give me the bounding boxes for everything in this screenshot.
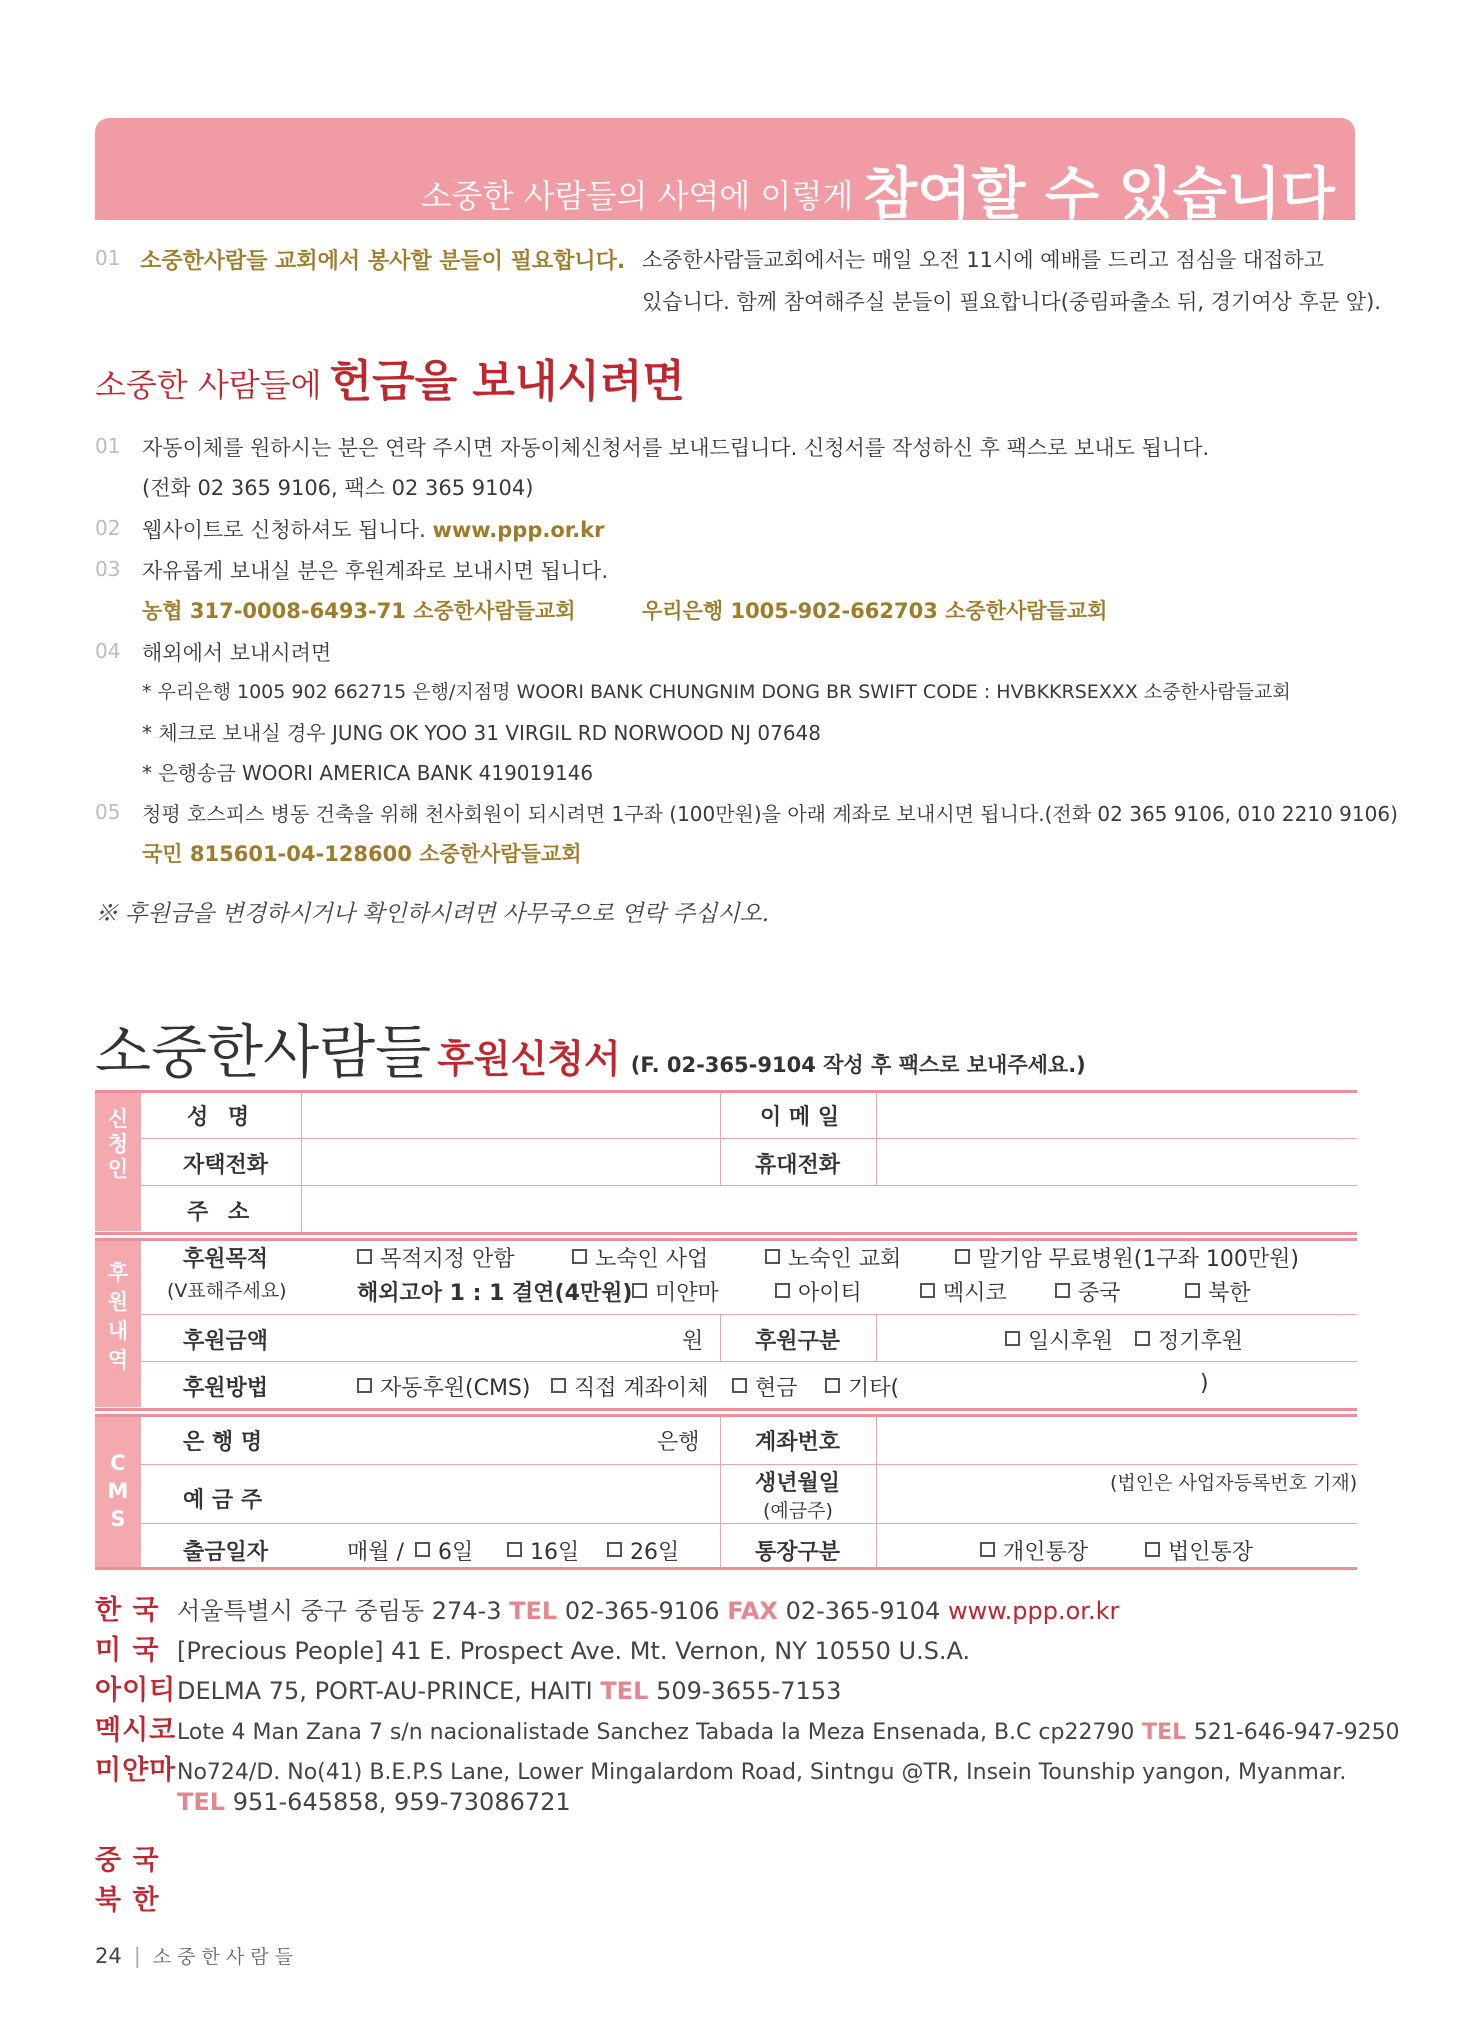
withdrawal-date-label: 출금일자 <box>183 1540 269 1565</box>
checkbox-icon <box>825 1378 840 1393</box>
donate-heading-a: 소중한 사람들에 <box>95 366 322 404</box>
application-heading <box>95 1005 1086 1089</box>
option-corporate-account-label: 법인통장 <box>1168 1540 1254 1565</box>
country-korea: 한 국 <box>95 1595 160 1626</box>
checkbox-icon <box>980 1542 995 1557</box>
item-3-text: 자유롭게 보내실 분은 후원계좌로 보내시면 됩니다. <box>142 559 609 583</box>
bank-suffix: 은행 <box>657 1430 700 1455</box>
fax-tag: FAX <box>727 1597 778 1625</box>
option-homeless-project-label: 노숙인 사업 <box>595 1247 709 1272</box>
option-day-26-label: 26일 <box>630 1540 680 1565</box>
option-other[interactable] <box>825 1371 899 1402</box>
account-holder-label: 예 금 주 <box>183 1488 263 1513</box>
home-phone-label: 자택전화 <box>183 1153 269 1178</box>
application-title: 소중한사람들 <box>95 1018 432 1086</box>
tel-korea: 02-365-9106 <box>564 1597 720 1625</box>
option-north-korea[interactable] <box>1185 1276 1251 1307</box>
account-number-field[interactable] <box>880 1420 1350 1460</box>
overseas-wire: * 우리은행 1005 902 662715 은행/지점명 WOORI BANK CHUNGNIM DONG BR SWIFT CODE : HVBKKRSEXXX 소중한사람들교회 <box>142 681 1291 703</box>
home-phone-field[interactable] <box>305 1142 715 1182</box>
row-divider <box>141 1523 1357 1524</box>
option-china-label: 중국 <box>1078 1281 1121 1306</box>
checkbox-icon <box>572 1249 587 1264</box>
checkbox-icon <box>732 1378 747 1393</box>
overseas-bank: * 은행송금 WOORI AMERICA BANK 419019146 <box>142 761 594 785</box>
option-cms[interactable] <box>357 1371 530 1402</box>
checkbox-icon <box>1135 1331 1150 1346</box>
row-divider <box>141 1361 1357 1362</box>
tel-tag: TEL <box>177 1788 226 1816</box>
col-divider <box>720 1093 721 1185</box>
tel-tag: TEL <box>600 1677 649 1705</box>
address-myanmar <box>95 1748 1346 1787</box>
option-hospice-label: 말기암 무료병원(1구좌 100만원) <box>978 1247 1299 1272</box>
birth-date-sub: (예금주) <box>763 1500 833 1522</box>
option-cash[interactable] <box>732 1371 798 1402</box>
page-footer <box>95 1942 299 1969</box>
option-personal-account[interactable] <box>980 1535 1088 1566</box>
address-mexico-text: Lote 4 Man Zana 7 s/n nacionalistade Sanchez Tabada la Meza Ensenada, B.C cp22790 <box>177 1720 1135 1745</box>
volunteer-lead: 소중한사람들 교회에서 봉사할 분들이 필요합니다. <box>140 249 626 274</box>
option-homeless-project[interactable] <box>572 1242 708 1273</box>
won-unit: 원 <box>682 1329 704 1354</box>
item-2-label: 웹사이트로 신청하셔도 됩니다. <box>142 518 426 542</box>
bank-name-field[interactable] <box>305 1420 665 1460</box>
row-divider <box>141 1314 1357 1315</box>
option-day-16[interactable] <box>507 1535 579 1566</box>
col-divider <box>301 1185 302 1232</box>
banner-big-text: 참여할 수 있습니다 <box>863 161 1335 227</box>
email-label: 이 메 일 <box>760 1105 840 1130</box>
name-field[interactable] <box>305 1096 715 1136</box>
option-day-6[interactable] <box>415 1535 473 1566</box>
address-label: 주 소 <box>187 1200 256 1225</box>
checkbox-icon <box>357 1378 372 1393</box>
account-number-label: 계좌번호 <box>755 1430 841 1455</box>
option-undesignated-label: 목적지정 안함 <box>380 1247 515 1272</box>
country-usa: 미 국 <box>95 1635 160 1666</box>
checkbox-icon <box>415 1542 430 1557</box>
overseas-check: * 체크로 보내실 경우 JUNG OK YOO 31 VIRGIL RD NORWOOD NJ 07648 <box>142 721 822 745</box>
checkbox-icon <box>1145 1542 1160 1557</box>
row-divider <box>141 1138 1357 1139</box>
fax-korea: 02-365-9104 <box>785 1597 941 1625</box>
section-divider <box>95 1238 1357 1241</box>
tel-myanmar: 951-645858, 959-73086721 <box>232 1788 571 1816</box>
checkbox-icon <box>1185 1283 1200 1298</box>
address-usa-text: [Precious People] 41 E. Prospect Ave. Mt. Vernon, NY 10550 U.S.A. <box>177 1637 971 1665</box>
mobile-label: 휴대전화 <box>755 1153 841 1178</box>
option-one-time-label: 일시후원 <box>1028 1329 1114 1354</box>
purpose-label: 후원목적 <box>183 1247 269 1272</box>
checkbox-icon <box>507 1542 522 1557</box>
option-personal-account-label: 개인통장 <box>1003 1540 1089 1565</box>
account-woori: 우리은행 1005-902-662703 소중한사람들교회 <box>642 599 1108 623</box>
page-number: 24 <box>95 1944 122 1968</box>
col-divider <box>876 1093 877 1185</box>
name-label: 성 명 <box>187 1105 256 1130</box>
form-bottom-border <box>95 1567 1357 1570</box>
application-subtitle: 후원신청서 <box>437 1037 621 1081</box>
checkbox-icon <box>955 1249 970 1264</box>
tel-tag: TEL <box>509 1597 558 1625</box>
item-2-text <box>142 514 604 544</box>
band-cms: C M S <box>95 1415 141 1567</box>
country-haiti: 아이티 <box>95 1675 177 1706</box>
row-divider <box>141 1185 1357 1186</box>
country-myanmar: 미얀마 <box>95 1755 177 1786</box>
address-usa <box>95 1628 970 1667</box>
option-other-label: 기타( <box>848 1376 900 1401</box>
option-north-korea-label: 북한 <box>1208 1281 1251 1306</box>
tel-tag: TEL <box>1142 1720 1187 1745</box>
option-cms-label: 자동후원(CMS) <box>380 1376 531 1401</box>
row-divider <box>141 1464 1357 1465</box>
checkbox-icon <box>551 1378 566 1393</box>
option-regular-label: 정기후원 <box>1158 1329 1244 1354</box>
option-one-time[interactable] <box>1005 1324 1113 1355</box>
bank-name-label: 은 행 명 <box>183 1430 263 1455</box>
option-haiti[interactable] <box>775 1276 862 1307</box>
item-1-text: 자동이체를 원하시는 분은 연락 주시면 자동이체신청서를 보내드립니다. 신청서를 작성하신 후 팩스로 보내도 됩니다. <box>142 436 1210 460</box>
country-mexico: 멕시코 <box>95 1715 177 1746</box>
notice-text: ※ 후원금을 변경하시거나 확인하시려면 사무국으로 연락 주십시오. <box>95 901 770 927</box>
checkbox-icon <box>775 1283 790 1298</box>
volunteer-number: 01 <box>95 246 121 270</box>
website-korea[interactable]: www.ppp.or.kr <box>947 1597 1120 1625</box>
section-divider <box>95 1232 1357 1235</box>
website-link[interactable]: www.ppp.or.kr <box>432 518 605 542</box>
publication-name: 소중한사람들 <box>152 1946 299 1968</box>
address-myanmar-tel <box>177 1788 571 1816</box>
address-north-korea <box>95 1878 177 1917</box>
option-regular[interactable] <box>1135 1324 1243 1355</box>
country-china: 중 국 <box>95 1845 160 1876</box>
address-field[interactable] <box>305 1189 1350 1229</box>
col-divider <box>720 1417 721 1567</box>
checkbox-icon <box>357 1249 372 1264</box>
col-divider <box>876 1417 877 1567</box>
volunteer-body-2: 있습니다. 함께 참여해주실 분들이 필요합니다(중림파출소 뒤, 경기여상 후문 앞). <box>642 290 1381 314</box>
footer-separator: | <box>133 1944 141 1968</box>
option-mexico[interactable] <box>920 1276 1007 1307</box>
other-method-field[interactable] <box>905 1366 1195 1404</box>
option-undesignated[interactable] <box>357 1242 515 1273</box>
monthly-label: 매월 / <box>347 1540 404 1565</box>
birth-date-field[interactable] <box>880 1495 1350 1521</box>
address-myanmar-text: No724/D. No(41) B.E.P.S Lane, Lower Mingalardom Road, Sintngu @TR, Insein Tounship yangon, Myanmar. <box>177 1760 1347 1785</box>
close-paren: ) <box>1200 1371 1209 1396</box>
account-kookmin: 국민 815601-04-128600 소중한사람들교회 <box>142 842 582 866</box>
section-divider <box>95 1408 1357 1411</box>
option-transfer-label: 직접 계좌이체 <box>574 1376 709 1401</box>
banner-title <box>95 150 1335 230</box>
checkbox-icon <box>1005 1331 1020 1346</box>
band-sponsor: 후 원 내 역 <box>95 1239 141 1407</box>
item-number-4: 04 <box>95 639 121 663</box>
section-divider <box>95 1414 1357 1417</box>
option-day-16-label: 16일 <box>530 1540 580 1565</box>
birth-date-label: 생년월일 <box>755 1471 841 1496</box>
item-4-text: 해외에서 보내시려면 <box>142 641 332 665</box>
option-china[interactable] <box>1055 1276 1121 1307</box>
option-day-26[interactable] <box>607 1535 679 1566</box>
mobile-field[interactable] <box>880 1142 1350 1182</box>
account-type-label: 통장구분 <box>755 1540 841 1565</box>
band-applicant: 신 청 인 <box>95 1093 141 1231</box>
application-fax-note: (F. 02-365-9104 작성 후 팩스로 보내주세요.) <box>630 1053 1086 1077</box>
tel-mexico: 521-646-947-9250 <box>1193 1720 1400 1745</box>
option-mexico-label: 멕시코 <box>943 1281 1007 1306</box>
donate-heading-b: 헌금을 보내시려면 <box>329 356 685 407</box>
sponsor-type-label: 후원구분 <box>755 1329 841 1354</box>
checkbox-icon <box>607 1542 622 1557</box>
option-hospice[interactable] <box>955 1242 1299 1273</box>
item-5-text: 청평 호스피스 병동 건축을 위해 천사회원이 되시려면 1구좌 (100만원)을 아래 계좌로 보내시면 됩니다.(전화 02 365 9106, 010 2210 9106) <box>142 802 1398 826</box>
item-number-2: 02 <box>95 516 121 540</box>
form-top-border <box>95 1090 1357 1093</box>
option-haiti-label: 아이티 <box>798 1281 862 1306</box>
method-label: 후원방법 <box>183 1376 269 1401</box>
option-homeless-church[interactable] <box>765 1242 901 1273</box>
checkbox-icon <box>920 1283 935 1298</box>
donate-heading <box>95 345 685 409</box>
item-1-phone: (전화 02 365 9106, 팩스 02 365 9104) <box>142 476 534 500</box>
checkbox-icon <box>765 1249 780 1264</box>
option-day-6-label: 6일 <box>438 1540 474 1565</box>
option-myanmar-label: 미얀마 <box>655 1281 719 1306</box>
address-korea-text: 서울특별시 중구 중림동 274-3 <box>177 1597 502 1625</box>
banner-small-text: 소중한 사람들의 사역에 이렇게 <box>420 177 854 215</box>
tel-haiti: 509-3655-7153 <box>656 1677 842 1705</box>
overseas-orphan-label: 해외고아 1 : 1 결연(4만원) <box>357 1281 633 1306</box>
col-divider <box>876 1314 877 1361</box>
checkbox-icon <box>1055 1283 1070 1298</box>
sponsor-form <box>95 1090 1357 1570</box>
country-north-korea: 북 한 <box>95 1885 160 1916</box>
checkbox-icon <box>632 1283 647 1298</box>
purpose-hint: (V표해주세요) <box>167 1280 287 1302</box>
address-haiti-text: DELMA 75, PORT-AU-PRINCE, HAITI <box>177 1677 593 1705</box>
col-divider <box>720 1314 721 1361</box>
address-mexico <box>95 1708 1400 1747</box>
amount-field[interactable] <box>305 1318 675 1358</box>
address-china <box>95 1838 177 1877</box>
option-homeless-church-label: 노숙인 교회 <box>788 1247 902 1272</box>
account-holder-field[interactable] <box>305 1470 715 1518</box>
email-field[interactable] <box>880 1096 1350 1136</box>
item-number-5: 05 <box>95 800 121 824</box>
account-nonghyup: 농협 317-0008-6493-71 소중한사람들교회 <box>142 599 576 623</box>
address-haiti <box>95 1668 841 1707</box>
address-korea <box>95 1588 1119 1627</box>
item-number-3: 03 <box>95 557 121 581</box>
option-transfer[interactable] <box>551 1371 709 1402</box>
volunteer-body-1: 소중한사람들교회에서는 매일 오전 11시에 예배를 드리고 점심을 대접하고 <box>642 248 1325 272</box>
col-divider <box>301 1093 302 1185</box>
option-cash-label: 현금 <box>755 1376 798 1401</box>
option-myanmar[interactable] <box>632 1276 719 1307</box>
amount-label: 후원금액 <box>183 1329 269 1354</box>
item-number-1: 01 <box>95 434 121 458</box>
option-corporate-account[interactable] <box>1145 1535 1253 1566</box>
corporate-note: (법인은 사업자등록번호 기재) <box>1110 1472 1358 1494</box>
